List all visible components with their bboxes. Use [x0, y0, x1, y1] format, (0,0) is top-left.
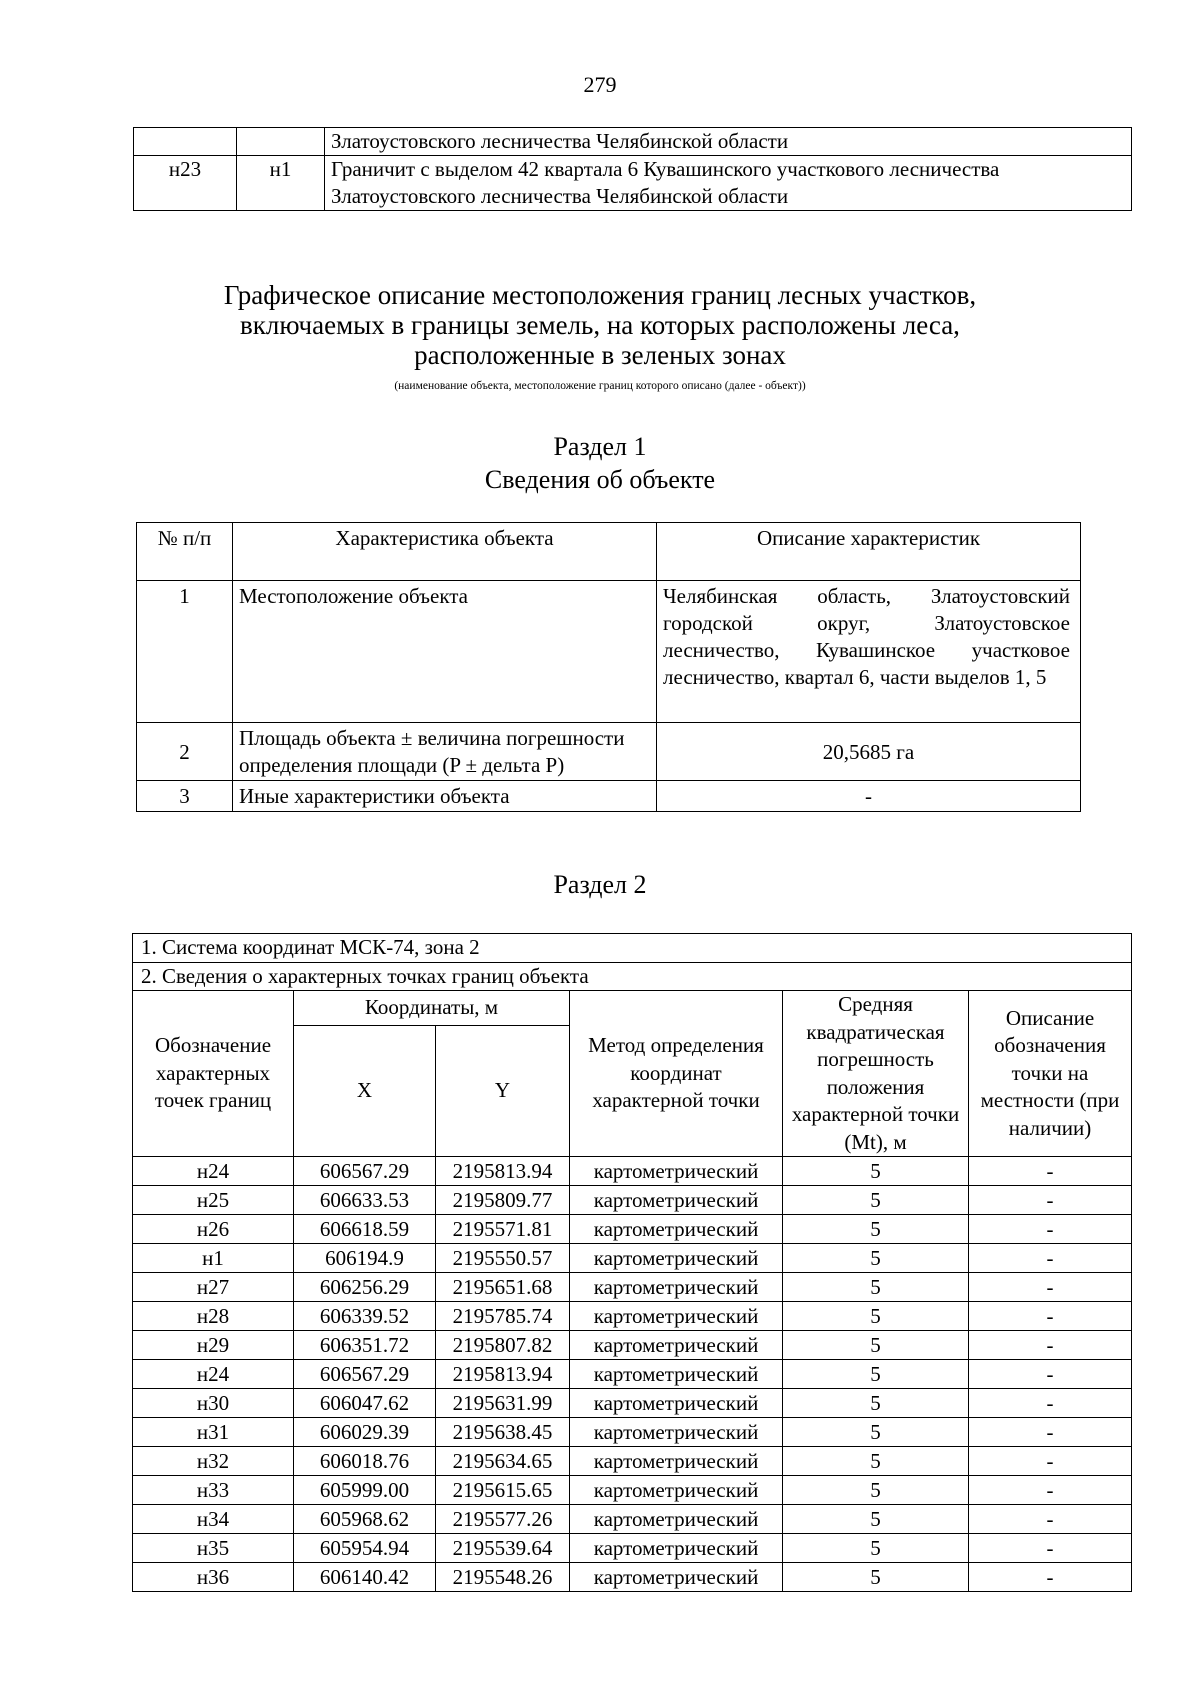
- from-point-cell: [134, 128, 237, 156]
- point-id-cell: н33: [133, 1476, 294, 1505]
- table-row: [133, 1418, 1132, 1447]
- y-coord-cell: 2195615.65: [436, 1476, 570, 1505]
- point-description-cell: -: [969, 1331, 1132, 1360]
- table-row: [133, 1244, 1132, 1273]
- point-id-cell: н32: [133, 1447, 294, 1476]
- page-number: 279: [583, 72, 617, 97]
- point-id-cell: н34: [133, 1505, 294, 1534]
- header-description: Описание характеристик: [657, 523, 1081, 581]
- document-title: [100, 280, 1100, 370]
- x-coord-cell: 606256.29: [294, 1273, 436, 1302]
- header-method: Метод определения координат характерной точки: [570, 991, 783, 1157]
- error-cell: 5: [783, 1563, 969, 1592]
- error-cell: 5: [783, 1302, 969, 1331]
- y-coord-cell: 2195571.81: [436, 1215, 570, 1244]
- to-point-cell: н1: [237, 156, 325, 211]
- points-title-row: [133, 962, 1132, 991]
- y-coord-cell: 2195548.26: [436, 1563, 570, 1592]
- table-row: [133, 1186, 1132, 1215]
- section1-heading: Раздел 1: [553, 432, 647, 461]
- error-cell: 5: [783, 1186, 969, 1215]
- y-coord-cell: 2195813.94: [436, 1360, 570, 1389]
- point-id-cell: н24: [133, 1360, 294, 1389]
- table-header-row: [133, 991, 1132, 1026]
- header-error: Средняя квадратическая погрешность положения характерной точки (Mt), м: [783, 991, 969, 1157]
- title-line: включаемых в границы земель, на которых расположены леса,: [240, 310, 960, 340]
- point-description-cell: -: [969, 1244, 1132, 1273]
- row-num: 2: [137, 723, 233, 781]
- method-cell: картометрический: [570, 1331, 783, 1360]
- table-row: [133, 1389, 1132, 1418]
- previous-boundary-table: [133, 127, 1132, 211]
- table-row: [133, 1505, 1132, 1534]
- x-coord-cell: 606567.29: [294, 1157, 436, 1186]
- table-row: [133, 1215, 1132, 1244]
- point-description-cell: -: [969, 1186, 1132, 1215]
- table-row: [134, 128, 1132, 156]
- point-id-cell: н31: [133, 1418, 294, 1447]
- table-row: [133, 1331, 1132, 1360]
- points-body: [133, 1157, 1132, 1592]
- boundary-points-table: [132, 933, 1132, 1592]
- x-coord-cell: 605999.00: [294, 1476, 436, 1505]
- point-description-cell: -: [969, 1563, 1132, 1592]
- table-row: [133, 1447, 1132, 1476]
- row-characteristic: Местоположение объекта: [233, 581, 657, 723]
- method-cell: картометрический: [570, 1360, 783, 1389]
- error-cell: 5: [783, 1360, 969, 1389]
- title-line: расположенные в зеленых зонах: [414, 340, 786, 370]
- method-cell: картометрический: [570, 1476, 783, 1505]
- method-cell: картометрический: [570, 1418, 783, 1447]
- point-description-cell: -: [969, 1273, 1132, 1302]
- error-cell: 5: [783, 1418, 969, 1447]
- header-coords: Координаты, м: [294, 991, 570, 1026]
- y-coord-cell: 2195785.74: [436, 1302, 570, 1331]
- point-description-cell: -: [969, 1505, 1132, 1534]
- row-description: 20,5685 га: [657, 723, 1081, 781]
- method-cell: картометрический: [570, 1244, 783, 1273]
- x-coord-cell: 606047.62: [294, 1389, 436, 1418]
- table-row: [137, 781, 1081, 812]
- table-row: [133, 1534, 1132, 1563]
- y-coord-cell: 2195809.77: [436, 1186, 570, 1215]
- method-cell: картометрический: [570, 1563, 783, 1592]
- point-description-cell: -: [969, 1360, 1132, 1389]
- title-note: (наименование объекта, местоположение границ которого описано (далее - объект)): [394, 380, 806, 392]
- point-id-cell: н36: [133, 1563, 294, 1592]
- method-cell: картометрический: [570, 1186, 783, 1215]
- row-description: -: [657, 781, 1081, 812]
- method-cell: картометрический: [570, 1534, 783, 1563]
- error-cell: 5: [783, 1505, 969, 1534]
- table-row: [133, 1476, 1132, 1505]
- row-characteristic: Иные характеристики объекта: [233, 781, 657, 812]
- point-id-cell: н1: [133, 1244, 294, 1273]
- method-cell: картометрический: [570, 1302, 783, 1331]
- x-coord-cell: 606140.42: [294, 1563, 436, 1592]
- table-row: [133, 1157, 1132, 1186]
- point-description-cell: -: [969, 1447, 1132, 1476]
- table-row: [133, 1302, 1132, 1331]
- from-point-cell: н23: [134, 156, 237, 211]
- method-cell: картометрический: [570, 1389, 783, 1418]
- boundary-description-cell: Граничит с выделом 42 квартала 6 Кувашинского участкового лесничества Златоустовского лесничества Челябинской области: [325, 156, 1132, 211]
- point-id-cell: н27: [133, 1273, 294, 1302]
- x-coord-cell: 605968.62: [294, 1505, 436, 1534]
- error-cell: 5: [783, 1215, 969, 1244]
- point-description-cell: -: [969, 1534, 1132, 1563]
- x-coord-cell: 606018.76: [294, 1447, 436, 1476]
- point-id-cell: н24: [133, 1157, 294, 1186]
- header-characteristic: Характеристика объекта: [233, 523, 657, 581]
- header-y: Y: [436, 1026, 570, 1157]
- row-description: Челябинская область, Златоустовский городской округ, Златоустовское лесничество, Кувашинское участковое лесничество, квартал 6, части выделов 1, 5: [657, 581, 1081, 723]
- error-cell: 5: [783, 1476, 969, 1505]
- point-description-cell: -: [969, 1418, 1132, 1447]
- section2-heading: Раздел 2: [553, 870, 647, 899]
- x-coord-cell: 606339.52: [294, 1302, 436, 1331]
- point-id-cell: н28: [133, 1302, 294, 1331]
- y-coord-cell: 2195631.99: [436, 1389, 570, 1418]
- y-coord-cell: 2195638.45: [436, 1418, 570, 1447]
- points-title: 2. Сведения о характерных точках границ объекта: [133, 962, 1132, 991]
- boundary-description-cell: Златоустовского лесничества Челябинской области: [325, 128, 1132, 156]
- point-id-cell: н35: [133, 1534, 294, 1563]
- point-description-cell: -: [969, 1389, 1132, 1418]
- row-characteristic: Площадь объекта ± величина погрешности определения площади (P ± дельта P): [233, 723, 657, 781]
- error-cell: 5: [783, 1244, 969, 1273]
- point-id-cell: н26: [133, 1215, 294, 1244]
- object-info-table: [136, 522, 1081, 812]
- error-cell: 5: [783, 1273, 969, 1302]
- method-cell: картометрический: [570, 1505, 783, 1534]
- coord-system: 1. Система координат МСК-74, зона 2: [133, 934, 1132, 963]
- method-cell: картометрический: [570, 1273, 783, 1302]
- error-cell: 5: [783, 1331, 969, 1360]
- point-description-cell: -: [969, 1157, 1132, 1186]
- table-row: [134, 156, 1132, 211]
- y-coord-cell: 2195813.94: [436, 1157, 570, 1186]
- error-cell: 5: [783, 1157, 969, 1186]
- point-description-cell: -: [969, 1302, 1132, 1331]
- table-row: [133, 1563, 1132, 1592]
- table-row: [133, 1360, 1132, 1389]
- header-point: Обозначение характерных точек границ: [133, 991, 294, 1157]
- x-coord-cell: 606194.9: [294, 1244, 436, 1273]
- table-row: [137, 723, 1081, 781]
- coord-system-row: [133, 934, 1132, 963]
- header-description: Описание обозначения точки на местности (при наличии): [969, 991, 1132, 1157]
- y-coord-cell: 2195550.57: [436, 1244, 570, 1273]
- point-id-cell: н29: [133, 1331, 294, 1360]
- table-row: [137, 581, 1081, 723]
- to-point-cell: [237, 128, 325, 156]
- row-num: 3: [137, 781, 233, 812]
- x-coord-cell: 605954.94: [294, 1534, 436, 1563]
- y-coord-cell: 2195539.64: [436, 1534, 570, 1563]
- method-cell: картометрический: [570, 1157, 783, 1186]
- y-coord-cell: 2195577.26: [436, 1505, 570, 1534]
- header-num: № п/п: [137, 523, 233, 581]
- point-id-cell: н25: [133, 1186, 294, 1215]
- y-coord-cell: 2195634.65: [436, 1447, 570, 1476]
- title-line: Графическое описание местоположения границ лесных участков,: [223, 280, 977, 310]
- method-cell: картометрический: [570, 1447, 783, 1476]
- row-num: 1: [137, 581, 233, 723]
- x-coord-cell: 606618.59: [294, 1215, 436, 1244]
- header-x: X: [294, 1026, 436, 1157]
- method-cell: картометрический: [570, 1215, 783, 1244]
- error-cell: 5: [783, 1447, 969, 1476]
- table-row: [133, 1273, 1132, 1302]
- table-header-row: [137, 523, 1081, 581]
- x-coord-cell: 606029.39: [294, 1418, 436, 1447]
- point-description-cell: -: [969, 1476, 1132, 1505]
- error-cell: 5: [783, 1534, 969, 1563]
- x-coord-cell: 606567.29: [294, 1360, 436, 1389]
- point-id-cell: н30: [133, 1389, 294, 1418]
- point-description-cell: -: [969, 1215, 1132, 1244]
- section1-subheading: Сведения об объекте: [484, 465, 716, 494]
- y-coord-cell: 2195807.82: [436, 1331, 570, 1360]
- error-cell: 5: [783, 1389, 969, 1418]
- x-coord-cell: 606633.53: [294, 1186, 436, 1215]
- y-coord-cell: 2195651.68: [436, 1273, 570, 1302]
- x-coord-cell: 606351.72: [294, 1331, 436, 1360]
